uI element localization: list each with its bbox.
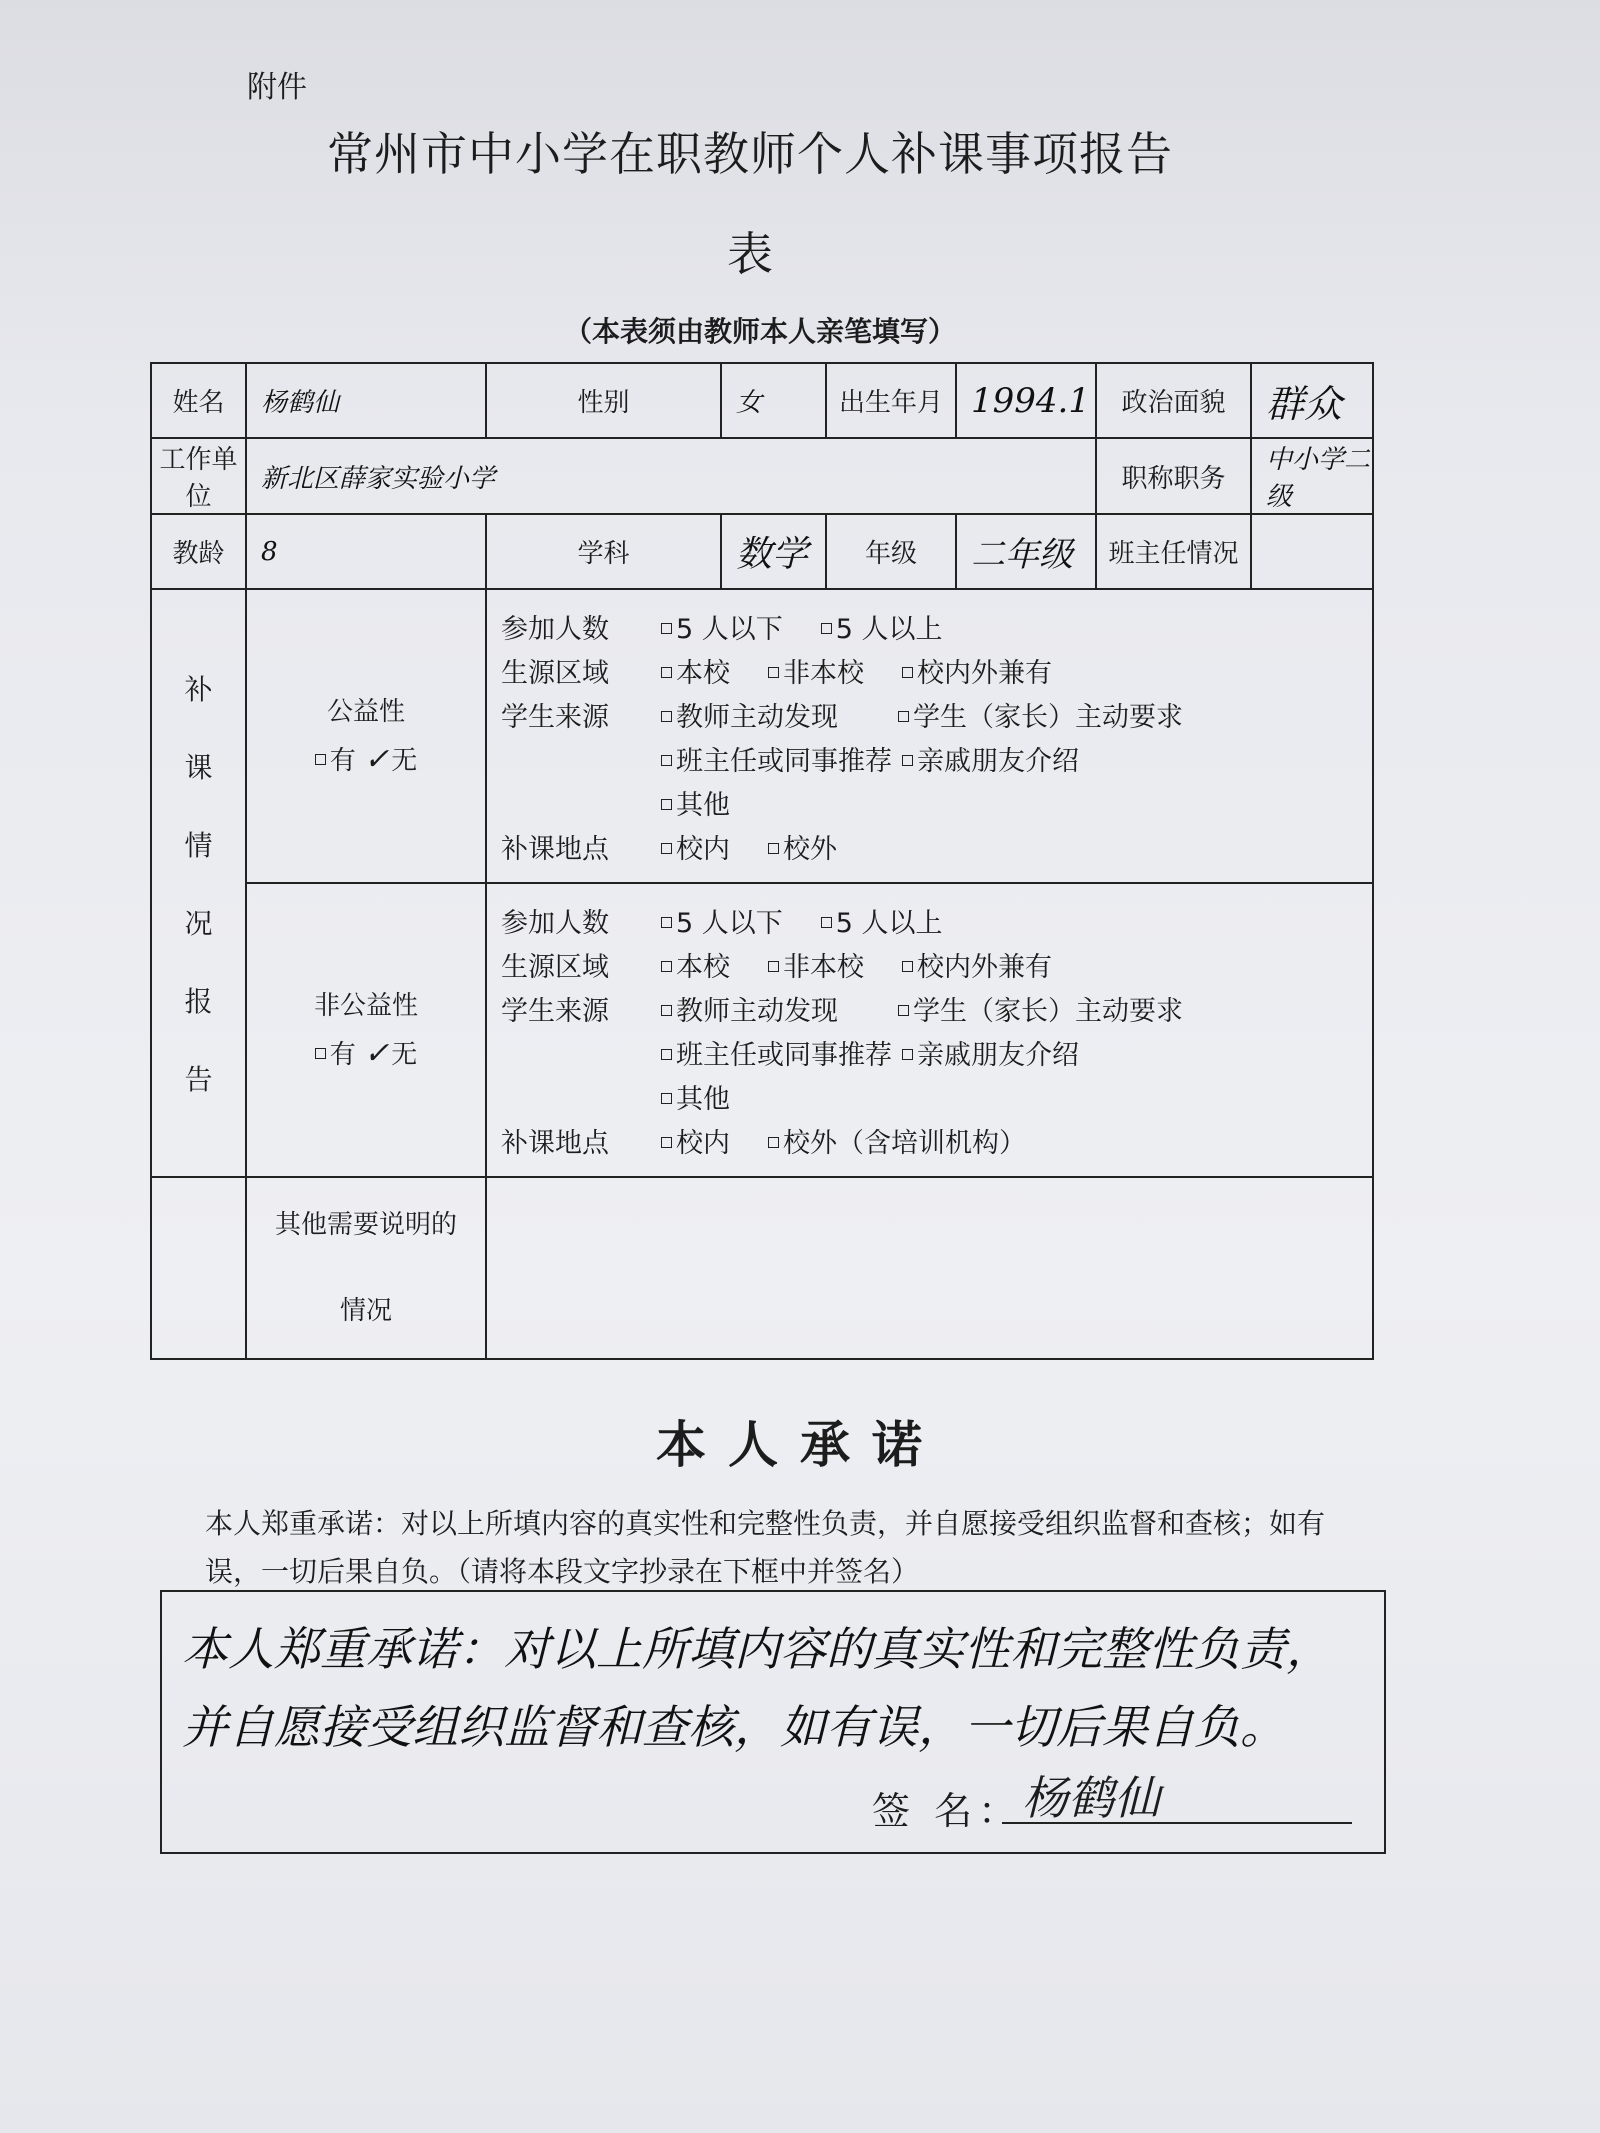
title-post-label: 职称职务 [1096,438,1251,514]
section-label-vertical [151,589,246,1177]
public-label: 公益性 [326,696,405,727]
title-post-value[interactable]: 中小学二级 [1251,438,1373,514]
checkbox-icon[interactable] [768,961,779,972]
other-notes-value[interactable] [486,1177,1373,1359]
check-mark-icon: ✓ [364,1035,390,1071]
promise-title: 本人承诺 [656,1416,944,1474]
checkbox-icon[interactable] [661,623,672,634]
nonpublic-options: 参加人数 5 人以下 5 人以上 生源区域 本校 非本校 校内外兼有 学生来源 教师主动发现 学生（家长）主动要求 班主任或同事推荐 亲戚朋友介绍 其他 补课地点 校内 校外（含培训机构） [486,883,1373,1177]
checkbox-icon[interactable] [661,1093,672,1104]
checkbox-icon[interactable] [898,1005,909,1016]
grade-label: 年级 [826,514,956,589]
nonpublic-label: 非公益性 [313,990,418,1021]
form-title-line2: 表 [727,227,773,281]
head-teacher-label: 班主任情况 [1096,514,1251,589]
teaching-years-label: 教龄 [151,514,246,589]
checkbox-icon[interactable] [661,843,672,854]
work-unit-label: 工作单位 [151,438,246,514]
checkbox-icon[interactable] [902,961,913,972]
politics-value[interactable]: 群众 [1251,363,1373,438]
section-char: 况 [184,907,213,940]
attachment-label: 附件 [247,70,307,105]
promise-instructions: 本人郑重承诺：对以上所填内容的真实性和完整性负责，并自愿接受组织监督和查核；如有误，一切后果自负。（请将本段文字抄录在下框中并签名） [205,1507,1326,1588]
public-no-checked[interactable]: ✓无 [364,741,418,777]
promise-signature-box [160,1590,1386,1854]
checkbox-icon[interactable] [821,623,832,634]
report-form-table [150,362,1374,1360]
section-char: 情 [184,829,213,862]
name-label: 姓名 [151,363,246,438]
public-options: 参加人数 5 人以下 5 人以上 生源区域 本校 非本校 校内外兼有 学生来源 教师主动发现 学生（家长）主动要求 班主任或同事推荐 亲戚朋友介绍 其他 补课地点 校内 校外 [486,589,1373,883]
checkbox-icon[interactable] [902,667,913,678]
birth-value[interactable]: 1994.1 [956,363,1096,438]
public-yes-no[interactable]: 有 ✓无 [247,736,485,785]
checkbox-icon[interactable] [661,711,672,722]
checkbox-icon[interactable] [768,1137,779,1148]
subject-label: 学科 [486,514,721,589]
head-teacher-value[interactable] [1251,514,1373,589]
public-section [246,589,486,883]
blank-cell [151,1177,246,1359]
checkbox-icon[interactable] [898,711,909,722]
work-unit-value[interactable]: 新北区薛家实验小学 [246,438,1096,514]
section-char: 告 [184,1063,213,1096]
nonpublic-yes-no[interactable]: 有 ✓无 [247,1030,485,1079]
subject-value[interactable]: 数学 [721,514,826,589]
birth-label: 出生年月 [826,363,956,438]
teaching-years-value[interactable]: 8 [246,514,486,589]
checkbox-icon[interactable] [315,754,326,765]
checkbox-icon[interactable] [768,843,779,854]
checkbox-icon[interactable] [902,755,913,766]
section-char: 课 [184,751,213,784]
checkbox-icon[interactable] [661,917,672,928]
handwritten-promise[interactable]: 本人郑重承诺：对以上所填内容的真实性和完整性负责，并自愿接受组织监督和查核，如有误，一切后果自负。 [182,1622,1332,1754]
checkbox-icon[interactable] [661,1049,672,1060]
checkbox-icon[interactable] [315,1048,326,1059]
grade-value[interactable]: 二年级 [956,514,1096,589]
other-notes-label: 其他需要说明的情况 [246,1177,486,1359]
name-value[interactable]: 杨鹤仙 [246,363,486,438]
politics-label: 政治面貌 [1096,363,1251,438]
gender-label: 性别 [486,363,721,438]
checkbox-icon[interactable] [768,667,779,678]
checkbox-icon[interactable] [661,799,672,810]
signature-label: 签 名： [872,1789,1023,1833]
checkbox-icon[interactable] [902,1049,913,1060]
checkbox-icon[interactable] [661,667,672,678]
section-char: 报 [184,985,213,1018]
fill-note: （本表须由教师本人亲笔填写） [563,315,956,348]
checkbox-icon[interactable] [661,1005,672,1016]
nonpublic-section [246,883,486,1177]
check-mark-icon: ✓ [364,741,390,777]
checkbox-icon[interactable] [661,755,672,766]
gender-value[interactable]: 女 [721,363,826,438]
checkbox-icon[interactable] [661,961,672,972]
checkbox-icon[interactable] [821,917,832,928]
signature-value[interactable]: 杨鹤仙 [1002,1762,1352,1824]
nonpublic-no-checked[interactable]: ✓无 [364,1035,418,1071]
section-char: 补 [184,673,213,706]
form-title: 常州市中小学在职教师个人补课事项报告 [327,127,1173,181]
checkbox-icon[interactable] [661,1137,672,1148]
